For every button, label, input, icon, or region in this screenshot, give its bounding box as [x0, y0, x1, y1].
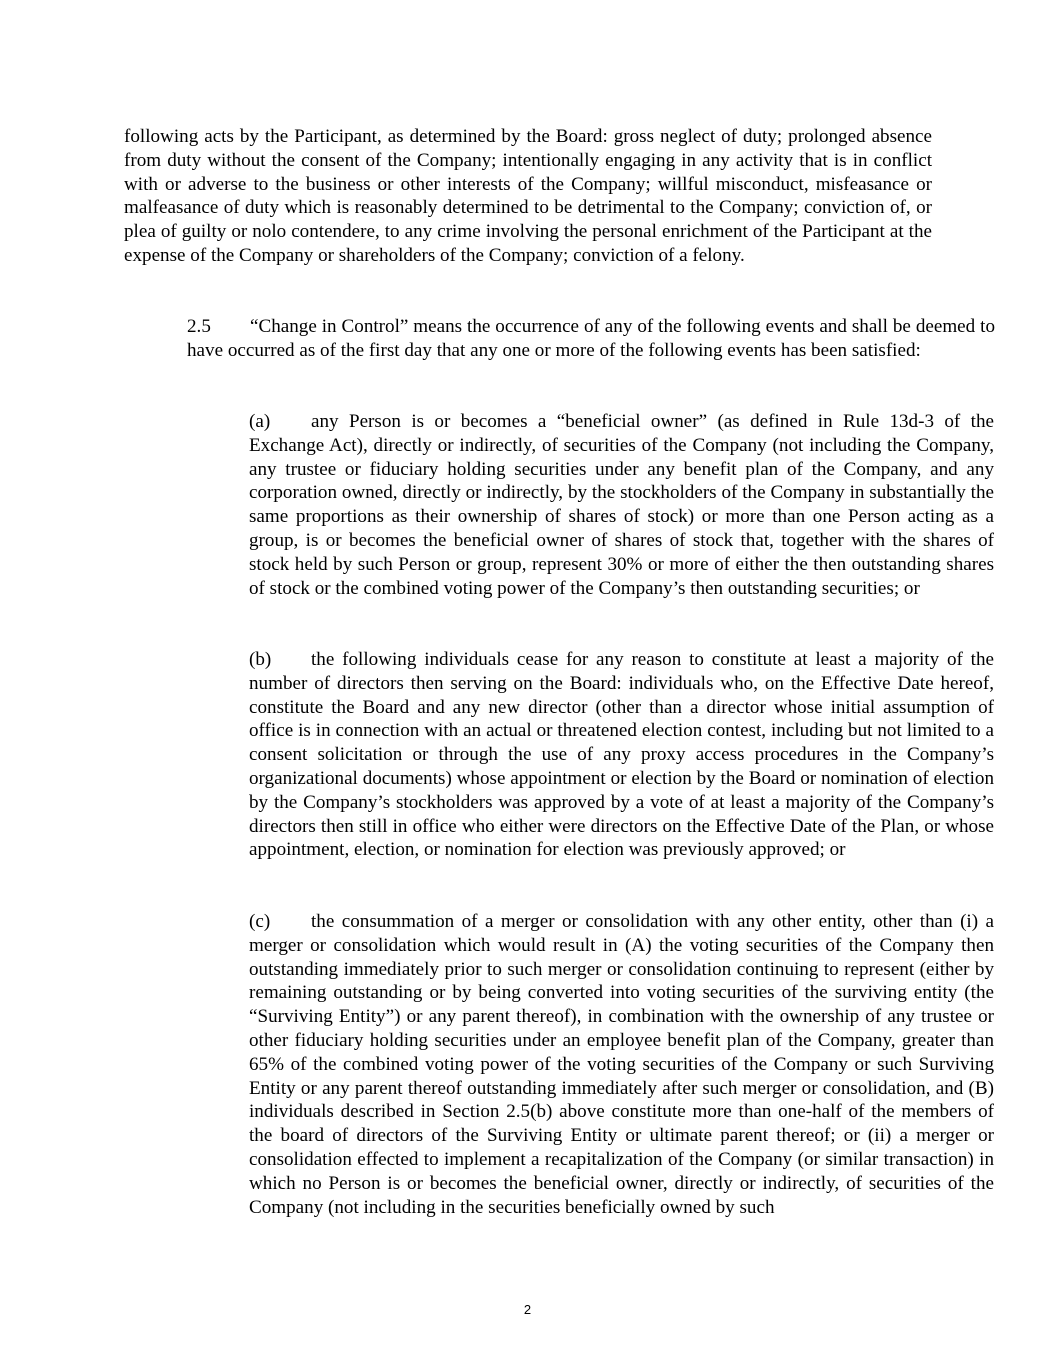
- clause-c-text: the consummation of a merger or consolidation with any other entity, other than (i) a merger or consolidation which would result in (A) the voting securities of the Company then outstanding immediately prior to such merger or consolidation continuing to represent (either by remaining outstanding or by being converted into voting securities of the surviving entity (the “Surviving Entity”) or any parent thereof), in combination with the ownership of any trustee or other fiduciary holding securities under an employee benefit plan of the Company, greater than 65% of the combined voting power of the voting securities of the Company or such Surviving Entity or any parent thereof outstanding immediately after such merger or consolidation, and (B) individuals described in Section 2.5(b) above constitute more than one-half of the members of the board of directors of the Surviving Entity or ultimate parent thereof; or (ii) a merger or consolidation effected to implement a recapitalization of the Company (or similar transaction) in which no Person is or becomes the beneficial owner, directly or indirectly, of securities of the Company (not including in the securities beneficially owned by such: [249, 911, 994, 1218]
- clause-b-label: (b): [249, 649, 272, 670]
- clause-a-label: (a): [249, 411, 271, 432]
- clause-a-paragraph: [187, 410, 994, 600]
- section-number: 2.5: [187, 316, 211, 337]
- clause-b-text: the following individuals cease for any reason to constitute at least a majority of the number of directors then serving on the Board: individuals who, on the Effective Date hereof, constitute the Board and any new director (other than a director whose initial assumption of office is in connection with an actual or threatened election contest, including but not limited to a consent solicitation or through the use of any proxy access procedures in the Company’s organizational documents) whose appointment or election by the Board or nomination of election by the Company’s stockholders was approved by a vote of at least a majority of the Company’s directors then still in office who either were directors on the Effective Date of the Plan, or whose appointment, election, or nomination for election was previously approved; or: [249, 649, 994, 861]
- section-text: “Change in Control” means the occurrence of any of the following events and shall be deemed to have occurred as of the first day that any one or more of the following events has been satisfied:: [187, 316, 995, 361]
- page-number: 2: [523, 1302, 532, 1317]
- clause-c-label: (c): [249, 911, 271, 932]
- clause-b-paragraph: [187, 648, 994, 862]
- continuation-paragraph: following acts by the Participant, as determined by the Board: gross neglect of duty; prolonged absence from duty without the consent of the Company; intentionally engaging in any activity that is in conflict with or adverse to the business or other interests of the Company; willful misconduct, misfeasance or malfeasance of duty which is reasonably determined to be detrimental to the Company; conviction of, or plea of guilty or nolo contendere, to any crime involving the personal enrichment of the Participant at the expense of the Company or shareholders of the Company; conviction of a felony.: [124, 126, 932, 266]
- clause-c-paragraph: [187, 910, 994, 1219]
- clause-a-text: any Person is or becomes a “beneficial owner” (as defined in Rule 13d-3 of the Exchange Act), directly or indirectly, of securities of the Company (not including the Company, any trustee or fiduciary holding securities under any benefit plan of the Company, and any corporation owned, directly or indirectly, by the stockholders of the Company in substantially the same proportions as their ownership of shares of stock) or more than one Person acting as a group, is or becomes the beneficial owner of shares of stock that, together with the shares of stock held by such Person or group, represent 30% or more of either the then outstanding shares of stock or the combined voting power of the Company’s then outstanding securities; or: [249, 411, 994, 599]
- section-2-5-paragraph: [124, 315, 995, 363]
